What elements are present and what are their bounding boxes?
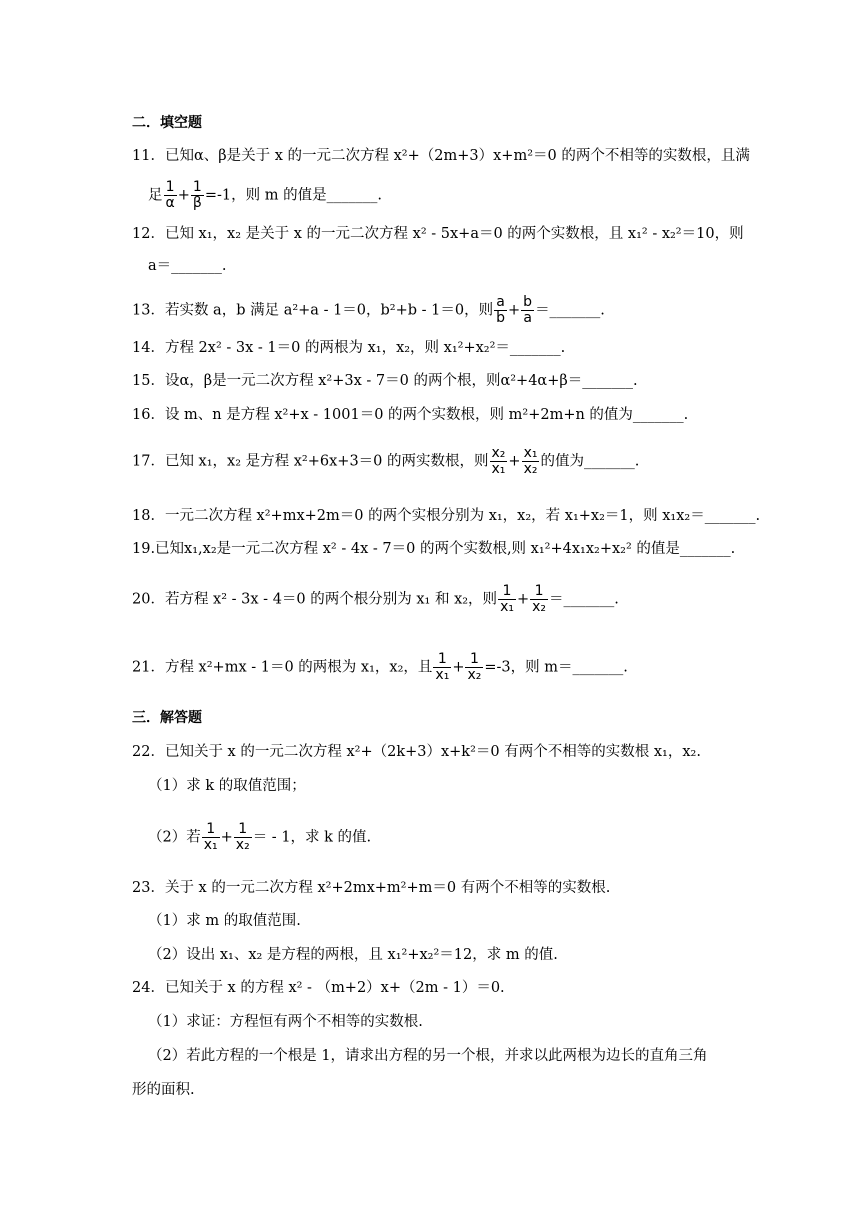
fraction-x1-over-x2: $\frac{\text{x₁}}{\text{x₂}}$	[523, 445, 538, 477]
fraction-x2-over-x1: $\frac{\text{x₂}}{\text{x₁}}$	[491, 445, 506, 477]
fraction-1-over-alpha: $\frac{1}{\alpha}$	[165, 179, 175, 211]
problem-11-suffix: =-1，则 m 的值是_______.	[204, 187, 382, 204]
problem-22-part2: （2）若 $\frac{1}{\text{x₁}}$ + $\frac{1}{\text{x₂}}$ ＝ - 1，求 k 的值.	[148, 821, 372, 853]
problem-23-part2: （2）设出 x₁、x₂ 是方程的两根，且 x₁²+x₂²＝12，求 m 的值.	[148, 947, 558, 963]
problem-11-line2: 足 $\frac{1}{\alpha}$ + $\frac{1}{\beta}$ =-1，则 m 的值是_______.	[148, 179, 382, 211]
section-title-answer: 三．解答题	[132, 710, 202, 726]
problem-17-text: 17．已知 x₁，x₂ 是方程 x²+6x+3＝0 的两实数根，则	[132, 453, 489, 470]
problem-13-suffix: ＝_______.	[535, 302, 605, 319]
problem-22-part2-text: （2）若	[148, 829, 201, 846]
problem-17-suffix: 的值为_______.	[540, 453, 640, 470]
problem-22-part2-suffix: ＝ - 1，求 k 的值.	[252, 829, 372, 846]
fraction-1-over-x1: $\frac{1}{\text{x₁}}$	[203, 821, 218, 853]
problem-21: 21．方程 x²+mx - 1＝0 的两根为 x₁，x₂，且 $\frac{1}{\text{x₁}}$ + $\frac{1}{\text{x₂}}$ =-3，则 m＝_______.	[132, 651, 628, 683]
problem-24-part1: （1）求证：方程恒有两个不相等的实数根.	[148, 1014, 423, 1030]
problem-22-part1: （1）求 k 的取值范围；	[148, 778, 306, 794]
section-title-fill: 二．填空题	[132, 115, 202, 131]
problem-11-line1: 11．已知α、β是关于 x 的一元二次方程 x²+（2m+3）x+m²＝0 的两个不相等的实数根，且满	[132, 148, 750, 164]
problem-14: 14．方程 2x² - 3x - 1＝0 的两根为 x₁，x₂，则 x₁²+x₂²＝_______.	[132, 340, 566, 356]
fraction-1-over-x1: $\frac{1}{\text{x₁}}$	[500, 583, 514, 615]
fraction-1-over-x2: $\frac{1}{\text{x₂}}$	[235, 821, 250, 853]
problem-21-suffix: =-3，则 m＝_______.	[484, 659, 628, 676]
problem-20-text: 20．若方程 x² - 3x - 4＝0 的两个根分别为 x₁ 和 x₂，则	[132, 591, 498, 608]
problem-24-part2-line1: （2）若此方程的一个根是 1，请求出方程的另一个根，并求以此两根为边长的直角三角	[148, 1048, 708, 1064]
problem-13-text: 13．若实数 a，b 满足 a²+a - 1＝0，b²+b - 1＝0，则	[132, 302, 494, 319]
fraction-1-over-x2: $\frac{1}{\text{x₂}}$	[467, 651, 482, 683]
problem-20: 20．若方程 x² - 3x - 4＝0 的两个根分别为 x₁ 和 x₂，则 $\frac{1}{\text{x₁}}$ + $\frac{1}{\text{x₂}}$ ＝_______.	[132, 583, 619, 615]
problem-12-line2: a＝_______.	[148, 258, 227, 274]
problem-15: 15．设α，β是一元二次方程 x²+3x - 7＝0 的两个根，则α²+4α+β＝_______.	[132, 373, 638, 389]
problem-24-part2-line2: 形的面积.	[132, 1082, 195, 1098]
problem-11-prefix: 足	[148, 187, 163, 204]
fraction-b-over-a: $\frac{b}{a}$	[523, 294, 533, 326]
problem-16: 16．设 m、n 是方程 x²+x - 1001＝0 的两个实数根，则 m²+2m+n 的值为_______.	[132, 407, 689, 423]
problem-22: 22．已知关于 x 的一元二次方程 x²+（2k+3）x+k²＝0 有两个不相等的实数根 x₁，x₂.	[132, 744, 701, 760]
problem-13: 13．若实数 a，b 满足 a²+a - 1＝0，b²+b - 1＝0，则 $\frac{a}{b}$ + $\frac{b}{a}$ ＝_______.	[132, 294, 605, 326]
fraction-1-over-beta: $\frac{1}{\beta}$	[192, 179, 202, 211]
problem-21-text: 21．方程 x²+mx - 1＝0 的两根为 x₁，x₂，且	[132, 659, 433, 676]
problem-20-suffix: ＝_______.	[549, 591, 619, 608]
problem-24: 24．已知关于 x 的方程 x² - （m+2）x+（2m - 1）＝0.	[132, 980, 505, 996]
problem-23: 23．关于 x 的一元二次方程 x²+2mx+m²+m＝0 有两个不相等的实数根.	[132, 880, 611, 896]
problem-23-part1: （1）求 m 的取值范围.	[148, 913, 301, 929]
fraction-1-over-x2: $\frac{1}{\text{x₂}}$	[532, 583, 547, 615]
fraction-a-over-b: $\frac{a}{b}$	[496, 294, 506, 326]
problem-18: 18．一元二次方程 x²+mx+2m＝0 的两个实根分别为 x₁，x₂，若 x₁+x₂＝1，则 x₁x₂＝_______.	[132, 508, 761, 524]
problem-17: 17．已知 x₁，x₂ 是方程 x²+6x+3＝0 的两实数根，则 $\frac{\text{x₂}}{\text{x₁}}$ + $\frac{\text{x₁}}{\text{x₂}}$ 的值为_______.	[132, 445, 640, 477]
fraction-1-over-x1: $\frac{1}{\text{x₁}}$	[435, 651, 450, 683]
problem-19: 19.已知x₁,x₂是一元二次方程 x² - 4x - 7＝0 的两个实数根,则 x₁²+4x₁x₂+x₂² 的值是_______.	[132, 541, 736, 557]
problem-12-line1: 12．已知 x₁，x₂ 是关于 x 的一元二次方程 x² - 5x+a＝0 的两个实数根，且 x₁² - x₂²＝10，则	[132, 226, 744, 242]
